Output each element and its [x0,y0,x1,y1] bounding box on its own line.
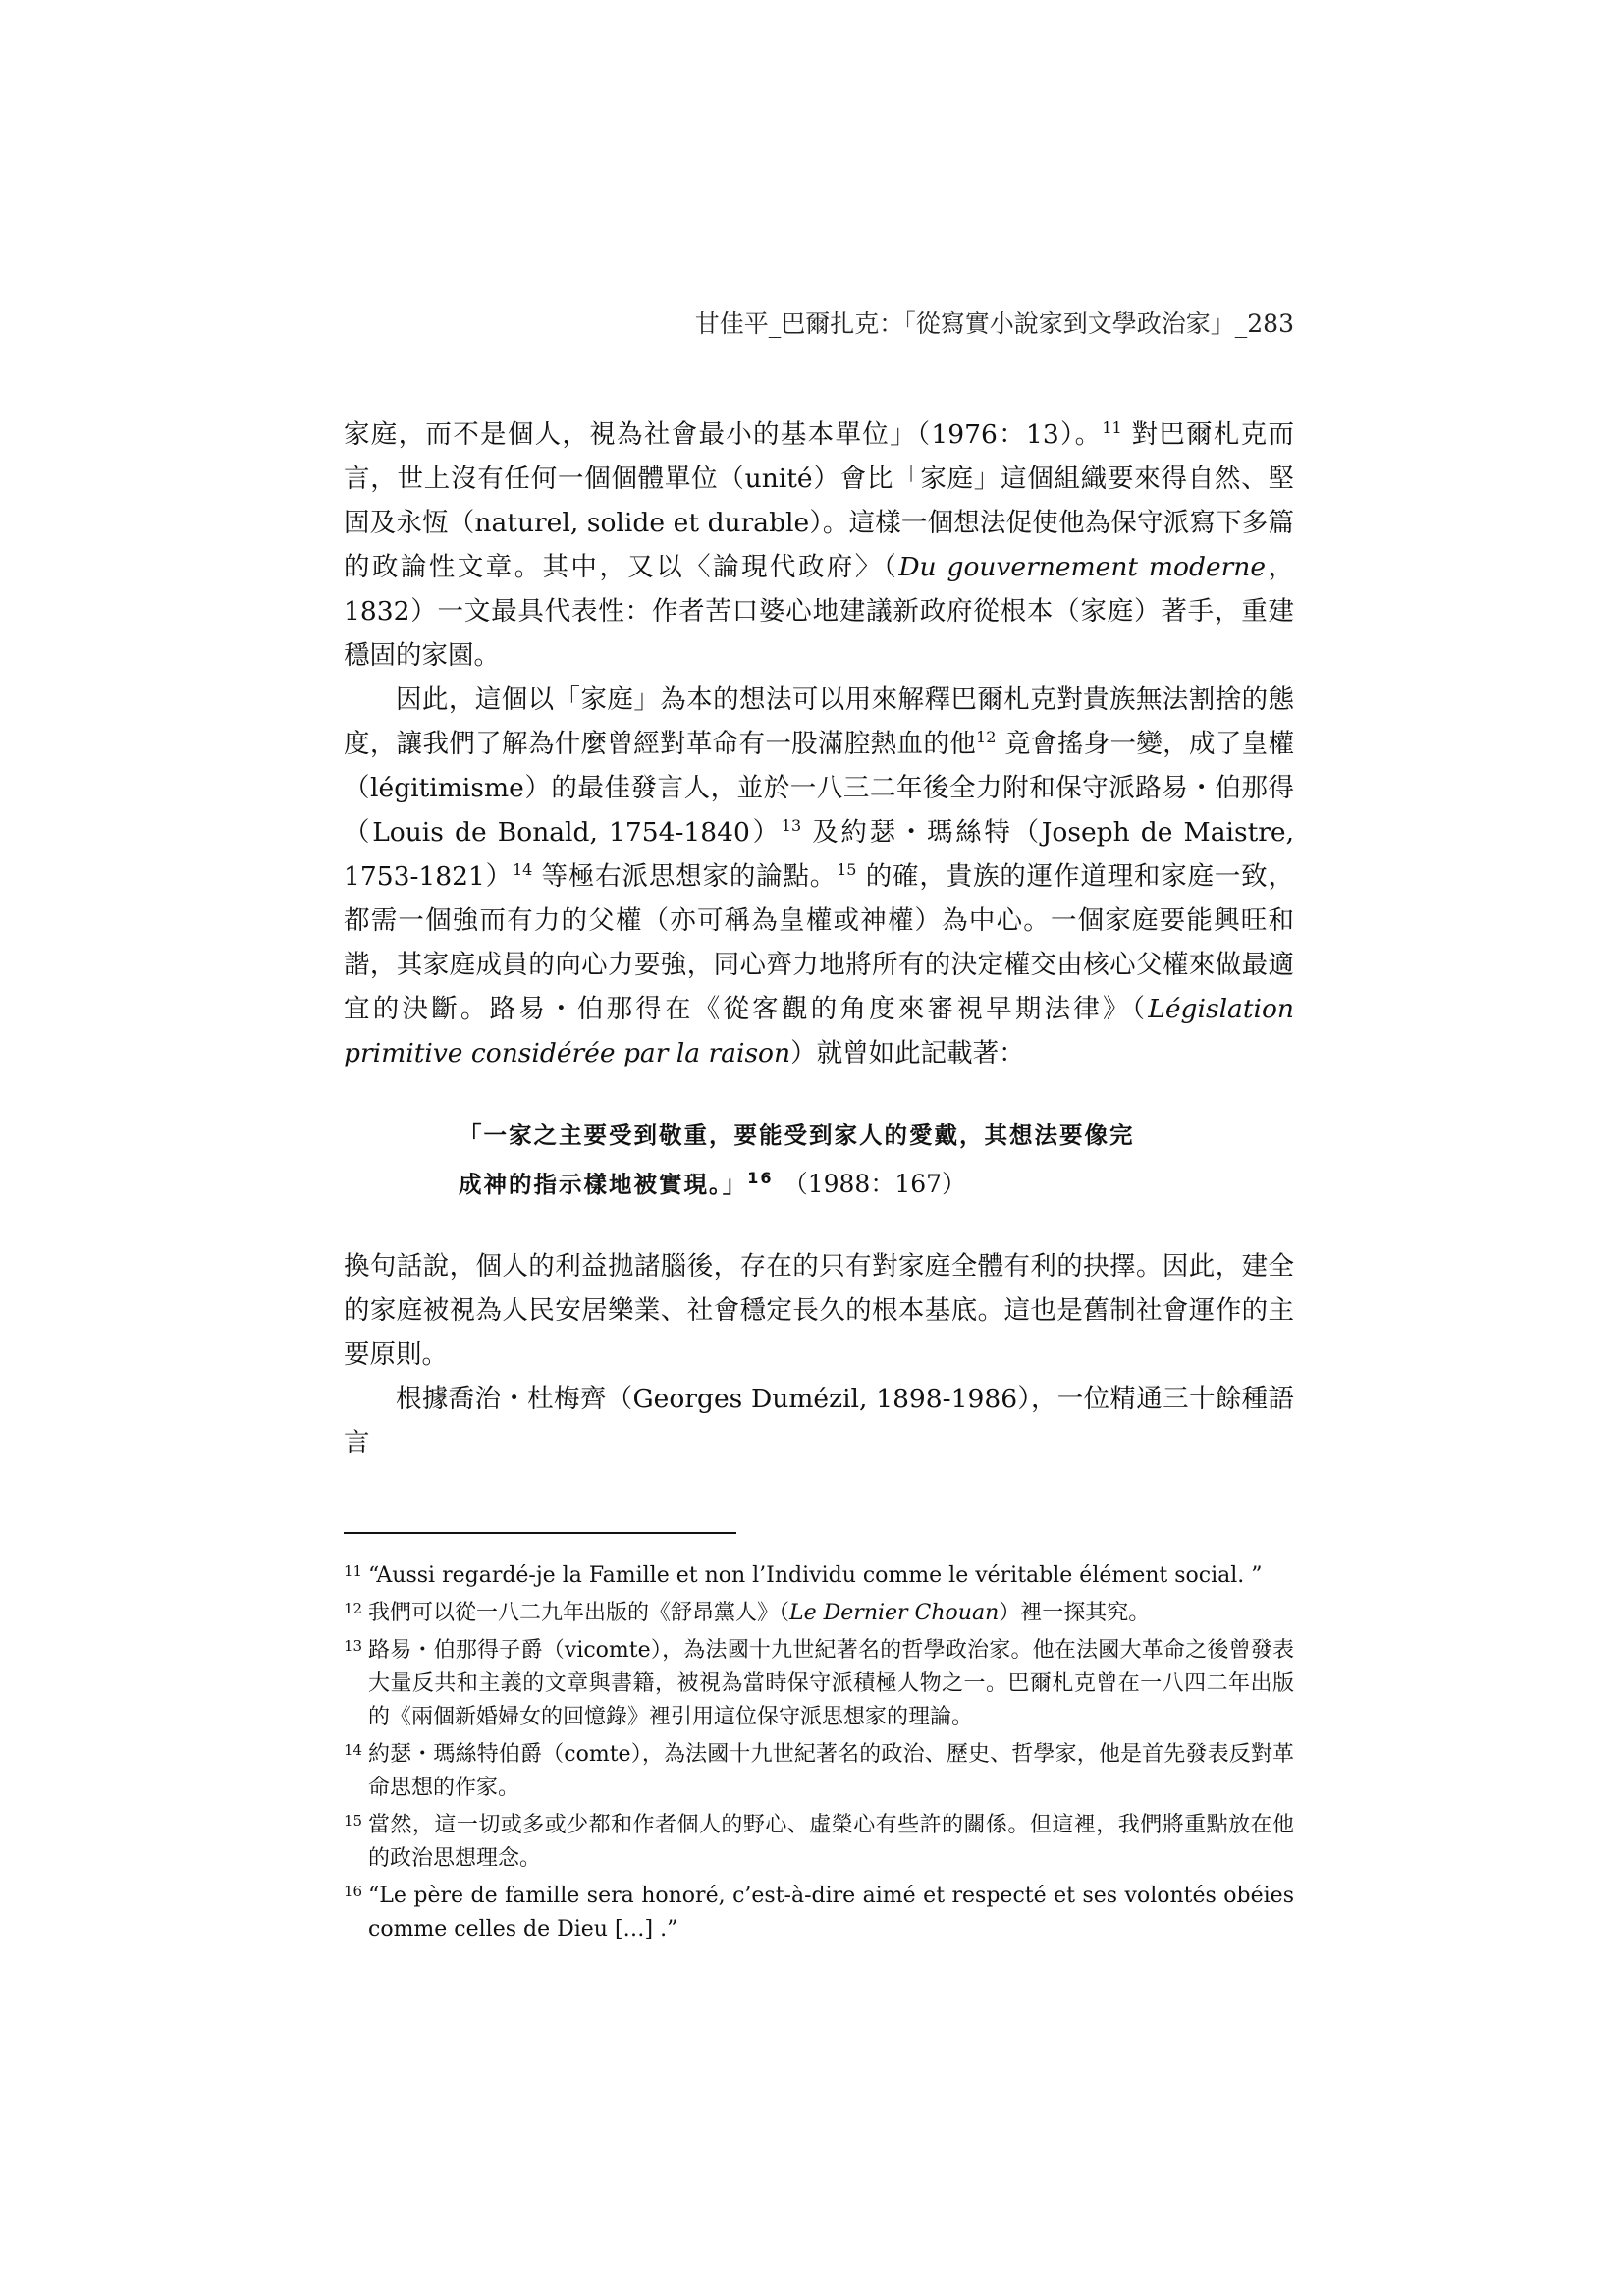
footnote-divider [344,1532,736,1534]
footnote-number: 12 [344,1600,363,1617]
quote-line-1: 「一家之主要受到敬重，要能受到家人的愛戴，其想法要像完 [459,1121,1135,1149]
block-quote [459,1111,1205,1209]
footnotes [344,1559,1294,1950]
footnote-12: 12 我們可以從一八二九年出版的《舒昂黨人》（Le Dernier Chouan）裡一探其究。 [344,1597,1294,1630]
paragraph-1: 家庭，而不是個人，視為社會最小的基本單位」（1976：13）。$^{11}$ 對巴爾札克而言，世上沒有任何一個個體單位（unité）會比「家庭」這個組織要來得自然、堅固及永恆（naturel, solide et durable）。這樣一個想法促使他為保守派寫下多篇的政論性文章。其中，又以〈論現代政府〉（Du gouvernement moderne，1832）一文最具代表性：作者苦口婆心地建議新政府從根本（家庭）著手，重建穩固的家園。 [344,418,1294,671]
footnote-ref-14[interactable]: 14 [512,860,533,880]
footnote-number: 14 [344,1741,363,1759]
footnote-number: 15 [344,1812,363,1830]
footnote-14: 14 約瑟・瑪絲特伯爵（comte），為法國十九世紀著名的政治、歷史、哲學家，他是首先發表反對革命思想的作家。 [344,1738,1294,1805]
footnote-ref-13[interactable]: 13 [781,816,802,836]
footnote-11: 11 “Aussi regardé-je la Famille et non l’Individu comme le véritable élément social. ” [344,1559,1294,1593]
paragraph-2: 因此，這個以「家庭」為本的想法可以用來解釋巴爾札克對貴族無法割捨的態度，讓我們了解為什麼曾經對革命有一股滿腔熱血的他$^{12}$ 竟會搖身一變，成了皇權（légitimisme）的最佳發言人，並於一八三二年後全力附和保守派路易・伯那得（Louis de Bonald, 1754-1840）$^{13}$ 及約瑟・瑪絲特（Joseph de Maistre, 1753-1821）$^{14}$ 等極右派思想家的論點。$^{15}$ 的確，貴族的運作道理和家庭一致，都需一個強而有力的父權（亦可稱為皇權或神權）為中心。一個家庭要能興旺和諧，其家庭成員的向心力要強，同心齊力地將所有的決定權交由核心父權來做最適宜的決斷。路易・伯那得在《從客觀的角度來審視早期法律》（Législation primitive considérée par la raison）就曾如此記載著： [344,684,1294,1068]
footnote-16: 16 “Le père de famille sera honoré, c’est-à-dire aimé et respecté et ses volontés obéies comme celles de Dieu […] .” [344,1880,1294,1946]
footnote-ref-12[interactable]: 12 [976,728,997,747]
footnote-ref-11[interactable]: 11 [1102,418,1122,438]
footnote-number: 11 [344,1562,363,1580]
paragraph-4: 根據喬治・杜梅齊（Georges Dumézil, 1898-1986），一位精通三十餘種語言 [344,1384,1294,1458]
body-text [344,412,1294,1465]
footnote-15: 15 當然，這一切或多或少都和作者個人的野心、虛榮心有些許的關係。但這裡，我們將重點放在他的政治思想理念。 [344,1809,1294,1876]
quote-line-2: 成神的指示樣地被實現。」$^{16}$ （1988：167） [459,1169,967,1198]
footnote-number: 13 [344,1637,363,1655]
footnote-number: 16 [344,1883,363,1900]
footnote-ref-15[interactable]: 15 [837,860,857,880]
running-header: 甘佳平_巴爾扎克：「從寫實小說家到文學政治家」_283 [694,309,1294,338]
quote-citation: （1988：167） [783,1170,967,1198]
footnote-13: 13 路易・伯那得子爵（vicomte），為法國十九世紀著名的哲學政治家。他在法國大革命之後曾發表大量反共和主義的文章與書籍，被視為當時保守派積極人物之一。巴爾札克曾在一八四二年出版的《兩個新婚婦女的回憶錄》裡引用這位保守派思想家的理論。 [344,1634,1294,1734]
paragraph-3: 換句話說，個人的利益拋諸腦後，存在的只有對家庭全體有利的抉擇。因此，建全的家庭被視為人民安居樂業、社會穩定長久的根本基底。這也是舊制社會運作的主要原則。 [344,1251,1294,1370]
footnote-ref-16[interactable]: 16 [747,1169,774,1188]
